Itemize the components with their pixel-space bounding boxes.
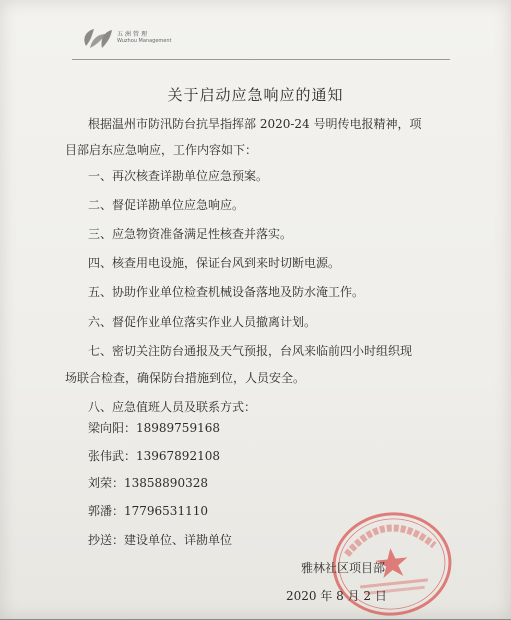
cc-line: 抄送：建设单位、详勘单位 (88, 533, 233, 547)
list-item-continuation: 场联合检查，确保防台措施到位，人员安全。 (65, 371, 306, 385)
signature-department: 雅林社区项目部 (301, 561, 386, 575)
header-divider (72, 59, 450, 60)
list-item: 五、协助作业单位检查机械设备落地及防水淹工作。 (88, 285, 365, 299)
list-item: 二、督促详勘单位应急响应。 (88, 198, 245, 212)
contact-entry: 刘荣：13858890328 (88, 476, 208, 490)
list-item: 一、再次核查详勘单位应急预案。 (88, 169, 269, 183)
list-item: 七、密切关注防台通报及天气预报，台风来临前四小时组织现 (88, 344, 413, 358)
notice-title: 关于启动应急响应的通知 (167, 86, 344, 104)
logo-name-en: Wuzhou Management (117, 38, 172, 44)
signature-date: 2020 年 8 月 2 日 (286, 589, 387, 603)
logo-name-cn: 五洲管理 (117, 31, 150, 38)
list-item: 四、核查用电设施，保证台风到来时切断电源。 (88, 256, 341, 270)
contact-entry: 郭潘：17796531110 (88, 504, 208, 518)
list-item: 三、应急物资准备满足性核查并落实。 (88, 227, 293, 241)
intro-line-1: 根据温州市防汛防台抗旱指挥部 2020-24 号明传电报精神，项 (88, 117, 422, 131)
intro-line-2: 目部启东应急响应，工作内容如下： (65, 143, 258, 157)
contact-entry: 梁向阳：18989759168 (88, 421, 220, 435)
list-item: 六、督促作业单位落实作业人员撤离计划。 (88, 315, 317, 329)
list-item: 八、应急值班人员及联系方式： (88, 400, 257, 414)
contact-entry: 张伟武：13967892108 (88, 449, 220, 463)
